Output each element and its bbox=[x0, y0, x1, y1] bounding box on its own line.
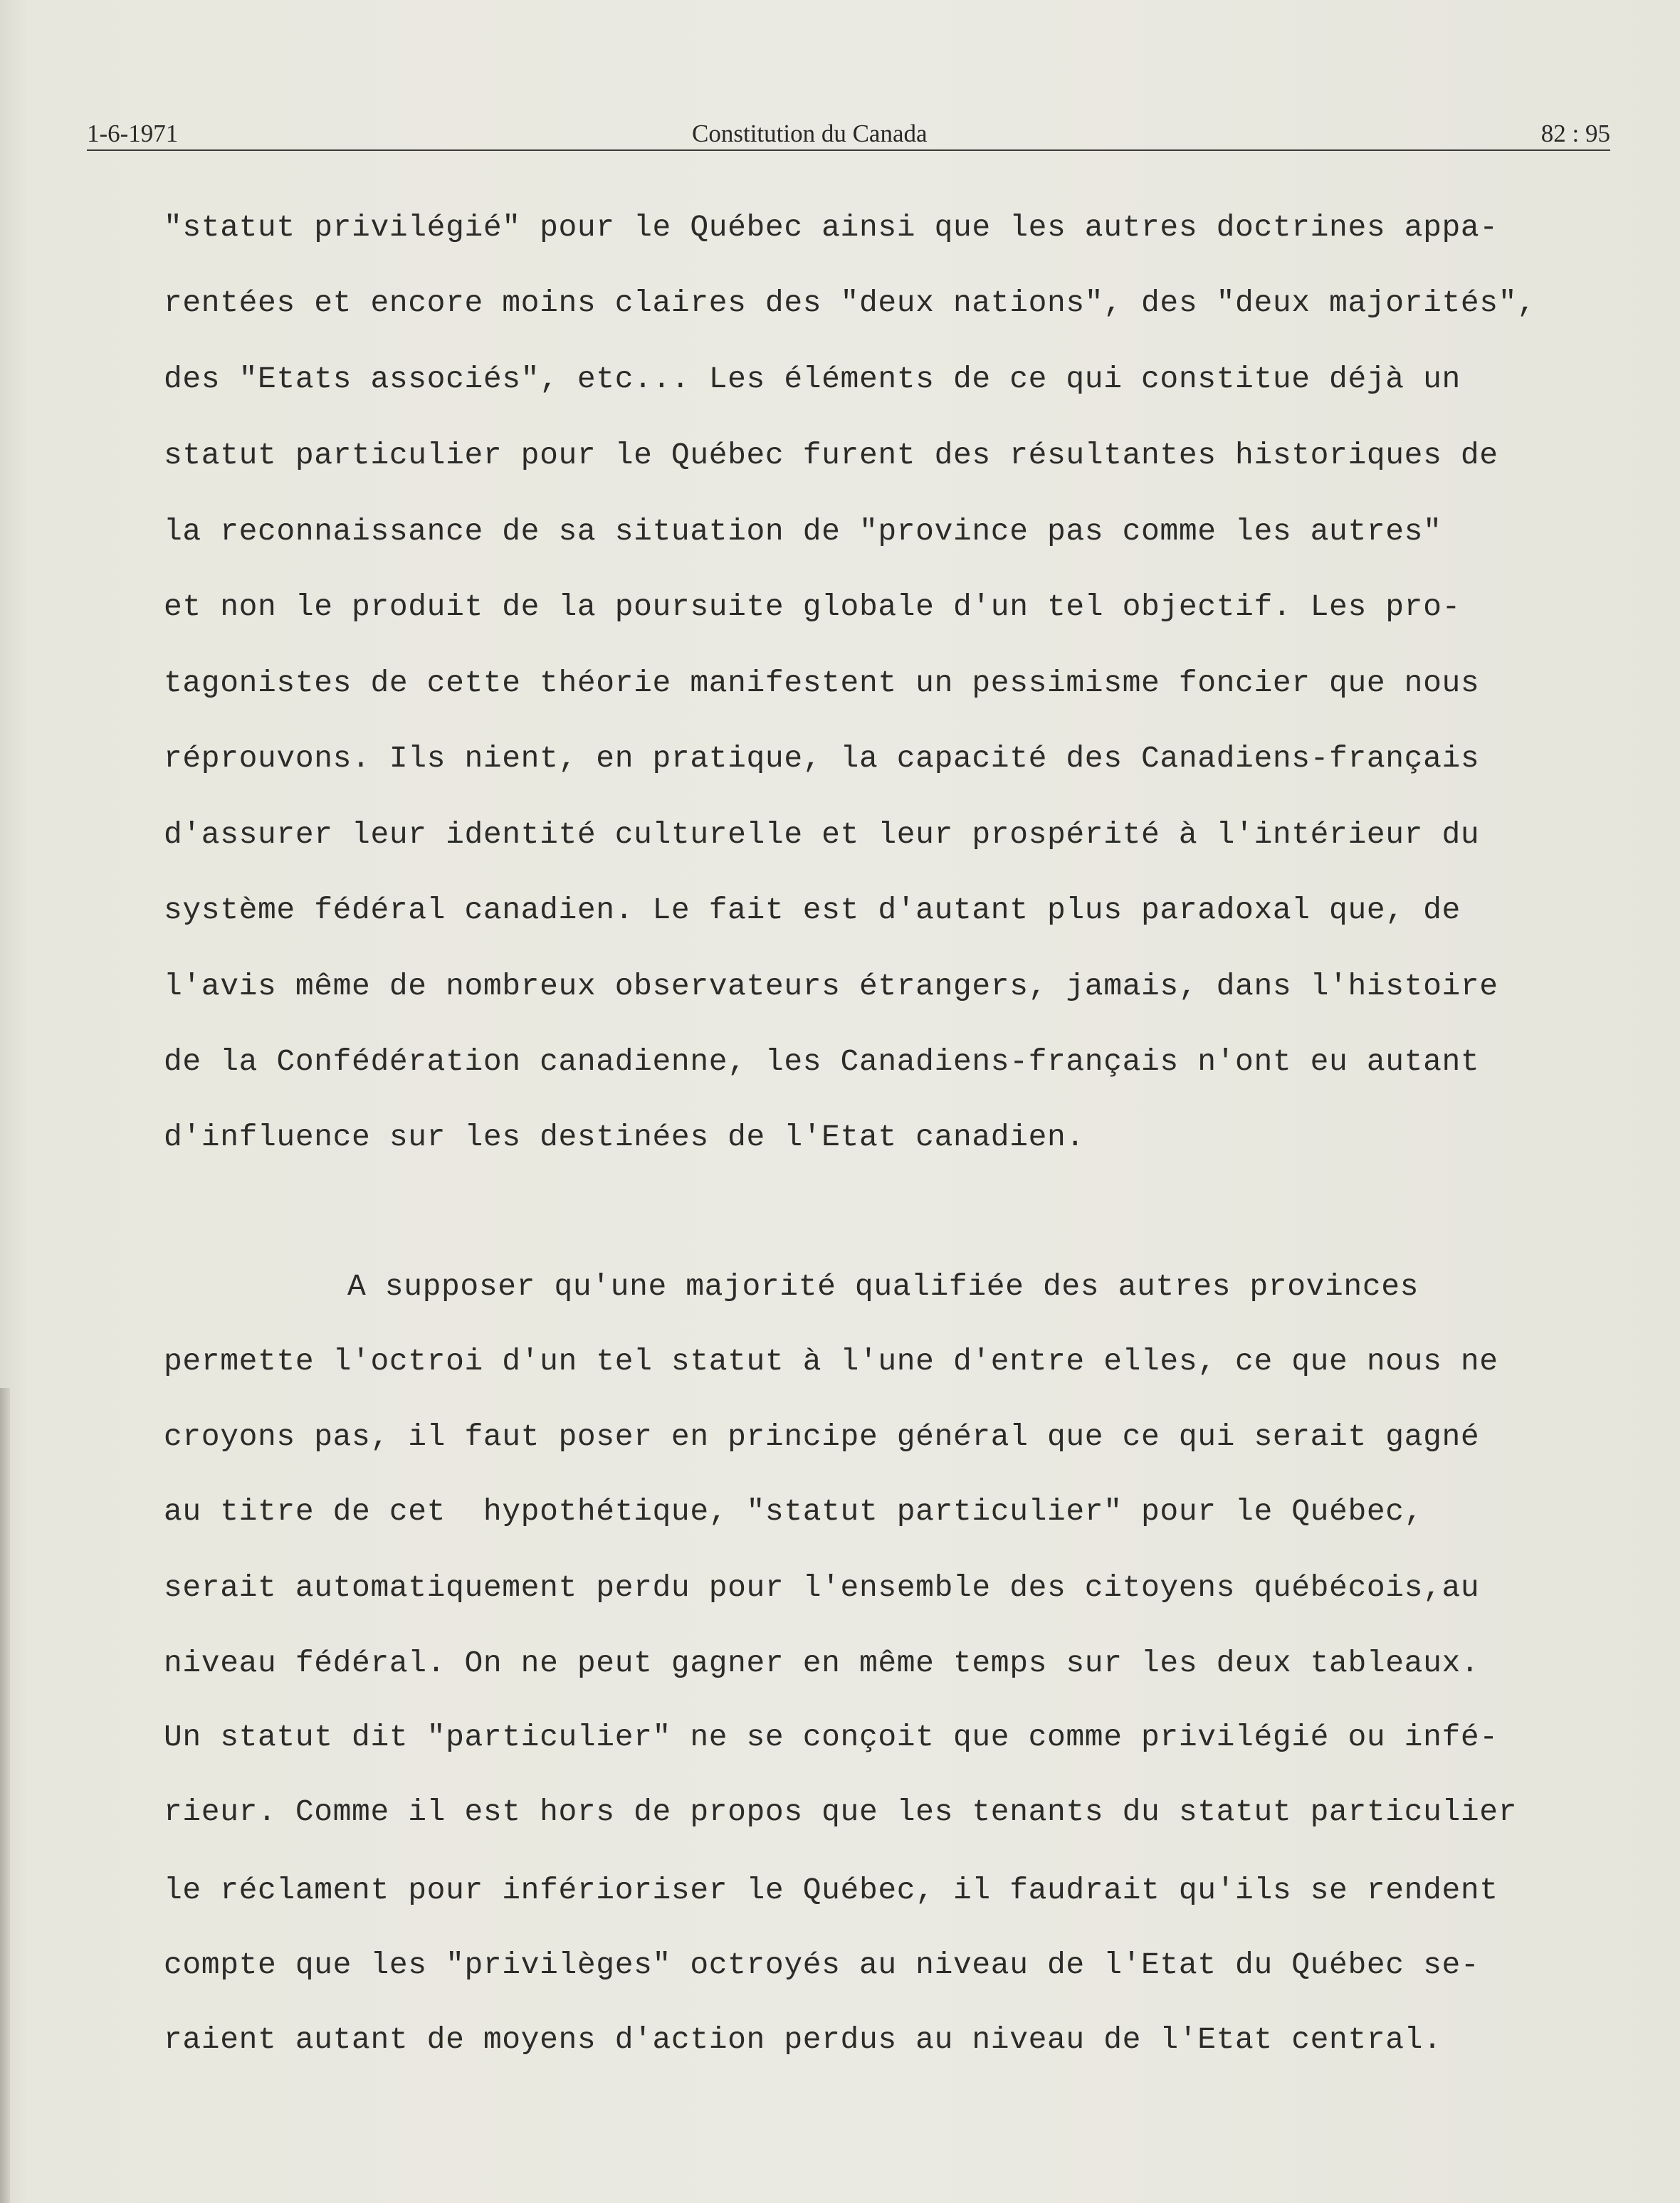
text-line: rentées et encore moins claires des "deux nations", des "deux majorités", bbox=[164, 285, 1536, 320]
header-page-reference: 82 : 95 bbox=[1540, 120, 1610, 147]
text-line: croyons pas, il faut poser en principe général que ce qui serait gagné bbox=[164, 1419, 1480, 1454]
text-line: tagonistes de cette théorie manifestent un pessimisme foncier que nous bbox=[164, 666, 1480, 700]
text-line: le réclament pour inférioriser le Québec, il faudrait qu'ils se rendent bbox=[164, 1873, 1498, 1908]
text-line: rieur. Comme il est hors de propos que les tenants du statut particulier bbox=[164, 1794, 1518, 1829]
header-rule bbox=[87, 149, 1610, 151]
text-line: Un statut dit "particulier" ne se conçoit que comme privilégié ou infé- bbox=[164, 1720, 1498, 1755]
text-line: A supposer qu'une majorité qualifiée des autres provinces bbox=[347, 1269, 1419, 1304]
text-line: statut particulier pour le Québec furent des résultantes historiques de bbox=[164, 438, 1498, 473]
text-line: permette l'octroi d'un tel statut à l'une d'entre elles, ce que nous ne bbox=[164, 1344, 1498, 1379]
text-line: raient autant de moyens d'action perdus au niveau de l'Etat central. bbox=[164, 2022, 1442, 2057]
text-line: d'assurer leur identité culturelle et leur prospérité à l'intérieur du bbox=[164, 817, 1480, 852]
text-line: de la Confédération canadienne, les Canadiens-français n'ont eu autant bbox=[164, 1044, 1480, 1079]
text-line: des "Etats associés", etc... Les éléments de ce qui constitue déjà un bbox=[164, 362, 1461, 396]
header-date: 1-6-1971 bbox=[87, 120, 179, 147]
text-line: et non le produit de la poursuite globale d'un tel objectif. Les pro- bbox=[164, 589, 1461, 624]
text-line: au titre de cet hypothétique, "statut particulier" pour le Québec, bbox=[164, 1494, 1424, 1529]
text-line: système fédéral canadien. Le fait est d'autant plus paradoxal que, de bbox=[164, 893, 1461, 927]
header-title: Constitution du Canada bbox=[692, 120, 928, 147]
text-line: compte que les "privilèges" octroyés au niveau de l'Etat du Québec se- bbox=[164, 1947, 1480, 1982]
text-line: la reconnaissance de sa situation de "province pas comme les autres" bbox=[164, 514, 1442, 549]
text-line: l'avis même de nombreux observateurs étrangers, jamais, dans l'histoire bbox=[164, 969, 1498, 1004]
text-line: "statut privilégié" pour le Québec ainsi que les autres doctrines appa- bbox=[164, 210, 1498, 245]
text-line: niveau fédéral. On ne peut gagner en même temps sur les deux tableaux. bbox=[164, 1646, 1480, 1681]
page-edge-shadow bbox=[0, 1388, 10, 2203]
text-line: d'influence sur les destinées de l'Etat canadien. bbox=[164, 1120, 1085, 1155]
text-line: réprouvons. Ils nient, en pratique, la capacité des Canadiens-français bbox=[164, 741, 1480, 776]
text-line: serait automatiquement perdu pour l'ensemble des citoyens québécois,au bbox=[164, 1570, 1480, 1605]
